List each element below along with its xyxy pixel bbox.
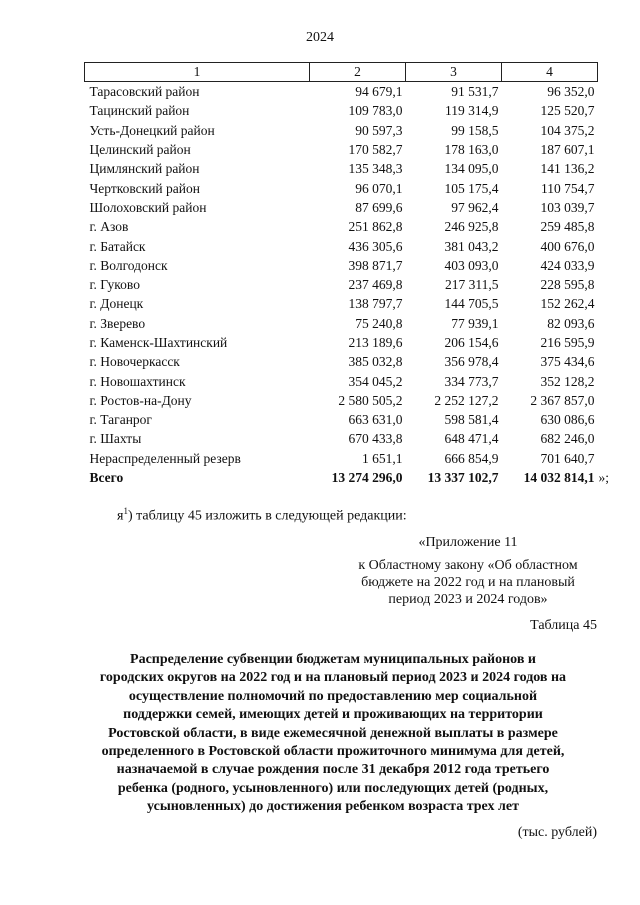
column-header: 1 (85, 63, 310, 82)
row-label: Нераспределенный резерв (89, 450, 241, 466)
value-cell: 125 520,7 (540, 103, 595, 119)
value-cell: 96 352,0 (547, 84, 595, 100)
value-cell: 144 705,5 (444, 296, 499, 312)
value-cell: 13 337 102,7 (427, 470, 499, 486)
column-header: 4 (502, 63, 598, 82)
value-cell: 334 773,7 (444, 373, 499, 389)
table-row (85, 410, 598, 429)
row-label: г. Таганрог (89, 412, 152, 428)
value-cell: 663 631,0 (348, 412, 403, 428)
value-cell: 77 939,1 (451, 315, 499, 331)
value-cell: 2 580 505,2 (338, 392, 403, 408)
table-row (85, 371, 598, 390)
table-row (85, 256, 598, 275)
value-cell: 2 252 127,2 (434, 392, 499, 408)
value-cell: 701 640,7 (540, 450, 595, 466)
row-label: Цимлянский район (89, 161, 200, 177)
row-label: Тацинский район (89, 103, 190, 119)
table-row (85, 159, 598, 178)
value-cell: 251 862,8 (348, 219, 403, 235)
row-label: Чертковский район (89, 180, 200, 196)
row-label: г. Азов (89, 219, 129, 235)
value-cell: 138 797,7 (348, 296, 403, 312)
value-cell: 356 978,4 (444, 354, 499, 370)
value-cell: 598 581,4 (444, 412, 499, 428)
value-cell: 354 045,2 (348, 373, 403, 389)
table-row (85, 449, 598, 468)
table-row (85, 352, 598, 371)
row-label: Целинский район (89, 142, 191, 158)
value-cell: 97 962,4 (451, 199, 499, 215)
row-label: г. Новошахтинск (89, 373, 186, 389)
table-row (85, 198, 598, 217)
value-cell: 385 032,8 (348, 354, 403, 370)
value-cell: 1 651,1 (362, 450, 403, 466)
value-cell: 352 128,2 (540, 373, 595, 389)
value-cell: 398 871,7 (348, 257, 403, 273)
page-number: 2024 (306, 30, 334, 45)
table-row (85, 294, 598, 313)
value-cell: 666 854,9 (444, 450, 499, 466)
value-cell: 110 754,7 (541, 180, 595, 196)
value-cell: 109 783,0 (348, 103, 403, 119)
value-cell: 436 305,6 (348, 238, 403, 254)
row-label: г. Каменск-Шахтинский (89, 335, 228, 350)
value-cell: 94 679,1 (355, 84, 403, 100)
table-row (85, 333, 598, 352)
value-cell: 134 095,0 (444, 161, 499, 177)
value-cell: 75 240,8 (355, 315, 403, 331)
value-cell: 104 375,2 (540, 122, 595, 138)
table-row (85, 217, 598, 236)
footnote-marker: 1 (123, 506, 128, 516)
value-cell: 216 595,9 (540, 335, 595, 350)
table-row (85, 429, 598, 448)
row-label: г. Ростов-на-Дону (89, 392, 192, 408)
value-cell: 170 582,7 (348, 142, 403, 158)
table-total-row (85, 468, 598, 487)
row-label: Тарасовский район (89, 84, 200, 100)
value-cell: 91 531,7 (451, 84, 499, 100)
value-cell: 119 314,9 (445, 103, 499, 119)
budget-table (84, 62, 610, 487)
value-cell: 152 262,4 (540, 296, 595, 312)
row-label: г. Шахты (89, 431, 142, 447)
amendment-prefix: я (117, 508, 124, 524)
value-cell: 259 485,8 (540, 219, 595, 235)
value-cell: 206 154,6 (444, 335, 499, 350)
table-number: Таблица 45 (530, 618, 597, 633)
value-cell: 630 086,6 (540, 412, 595, 428)
table-heading: Распределение субвенции бюджетам муниципальных районов и городских округов на 2022 год и на плановый период 2023 и 2024 годов на осуществление полномочий по предоставлению мер социальной поддержки семей, имеющих детей и проживающих на территории Ростовской области, в виде ежемесячной денежной выплаты в размере определенного в Ростовской области прожиточного минимума для детей, назначаемой в случае рождения после 31 декабря 2012 года третьего ребенка (родного, усыновленного) или последующих детей (родных, усыновленных) до достижения ребенком возраста трех лет (99, 652, 567, 815)
row-label: г. Зверево (89, 315, 146, 331)
value-cell: 187 607,1 (540, 142, 595, 158)
value-cell: 403 093,0 (444, 257, 499, 273)
value-cell: 141 136,2 (540, 161, 595, 177)
table-row (85, 391, 598, 410)
column-header: 3 (406, 63, 502, 82)
row-label: Всего (89, 470, 124, 486)
table-row (85, 121, 598, 140)
table-row (85, 314, 598, 333)
value-cell: 237 469,8 (348, 277, 403, 293)
value-cell: 217 311,5 (445, 277, 499, 293)
value-cell: 105 175,4 (444, 180, 499, 196)
value-cell: 670 433,8 (348, 431, 403, 447)
value-cell: 400 676,0 (540, 238, 595, 254)
value-cell: 648 471,4 (444, 431, 499, 447)
table-row (85, 236, 598, 255)
row-label: г. Донецк (89, 296, 144, 312)
value-cell: 99 158,5 (451, 122, 499, 138)
value-cell: 103 039,7 (540, 199, 595, 215)
closing-quote-mark: »; (598, 470, 610, 486)
amendment-text (117, 506, 407, 525)
column-header: 2 (310, 63, 406, 82)
table-row (85, 275, 598, 294)
value-cell: 178 163,0 (444, 142, 499, 158)
amendment-body: ) таблицу 45 изложить в следующей редакции: (127, 508, 407, 524)
row-label: Усть-Донецкий район (89, 122, 215, 138)
table-row (85, 140, 598, 159)
value-cell: 87 699,6 (355, 199, 403, 215)
value-cell: 424 033,9 (540, 257, 595, 273)
row-label: Шолоховский район (89, 199, 207, 215)
appendix-title: «Приложение 11 (418, 535, 518, 550)
value-cell: 213 189,6 (348, 335, 403, 350)
table-row (85, 101, 598, 120)
value-cell: 246 925,8 (444, 219, 499, 235)
value-cell: 682 246,0 (540, 431, 595, 447)
row-label: г. Новочеркасск (89, 354, 180, 370)
units-label: (тыс. рублей) (517, 825, 597, 840)
row-label: г. Гуково (89, 277, 140, 293)
value-cell: 375 434,6 (540, 354, 595, 370)
table-row (85, 82, 598, 102)
appendix-law-reference: к Областному закону «Об областном бюджете на 2022 год и на плановый период 2023 и 2024 годов» (358, 558, 578, 607)
value-cell: 82 093,6 (547, 315, 595, 331)
value-cell: 13 274 296,0 (331, 470, 403, 486)
value-cell: 14 032 814,1 »; (523, 470, 610, 486)
value-cell: 381 043,2 (444, 238, 499, 254)
row-label: г. Волгодонск (89, 257, 168, 273)
value-cell: 135 348,3 (348, 161, 403, 177)
value-cell: 228 595,8 (540, 277, 595, 293)
table-row (85, 178, 598, 197)
row-label: г. Батайск (89, 238, 146, 254)
value-cell: 2 367 857,0 (530, 392, 595, 408)
value-cell: 96 070,1 (355, 180, 403, 196)
table-header-row (85, 63, 598, 82)
value-cell: 90 597,3 (355, 122, 403, 138)
